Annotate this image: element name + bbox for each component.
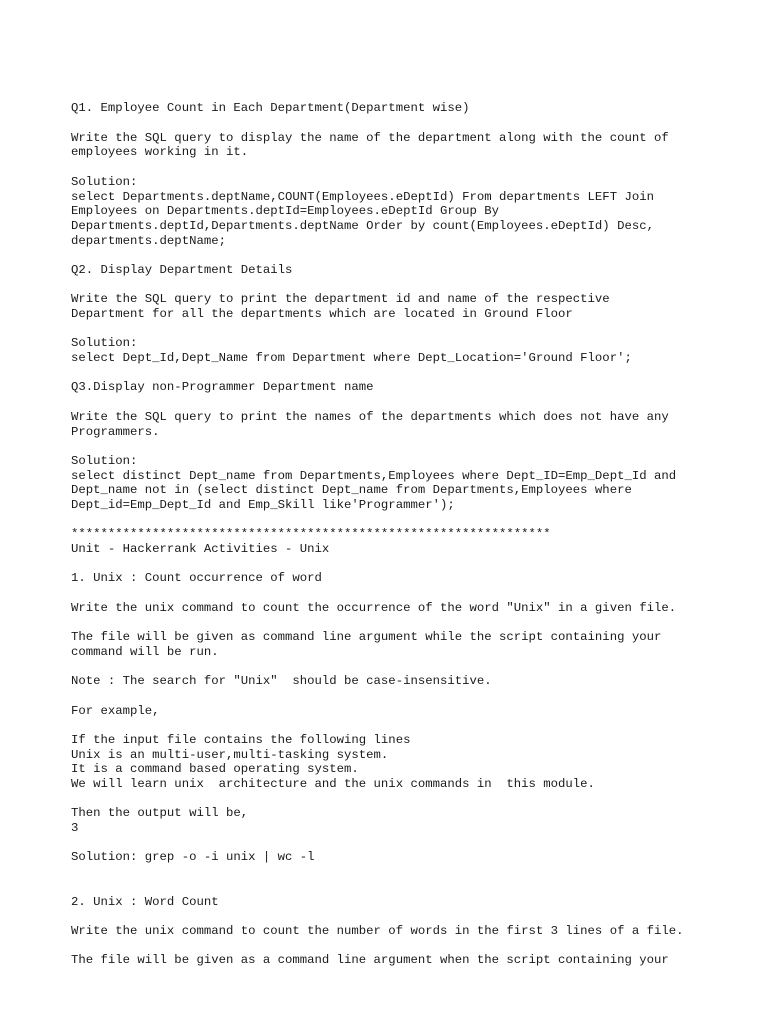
blank-line [71, 160, 751, 175]
text-line: Q1. Employee Count in Each Department(Department wise) [71, 101, 470, 116]
blank-line [71, 366, 751, 381]
text-line: The file will be given as command line argument while the script containing your [71, 630, 662, 645]
blank-line [71, 865, 751, 880]
blank-line [71, 718, 751, 733]
blank-line [71, 395, 751, 410]
text-line: Q2. Display Department Details [71, 262, 293, 277]
blank-line [71, 939, 751, 954]
text-line: Then the output will be, [71, 806, 249, 821]
blank-line [71, 278, 751, 293]
text-line: For example, [71, 703, 160, 718]
blank-line [71, 439, 751, 454]
text-line: We will learn unix architecture and the unix commands in this module. [71, 777, 595, 792]
text-line: Note : The search for "Unix" should be case-insensitive. [71, 674, 492, 689]
blank-line [71, 615, 751, 630]
text-line: Write the SQL query to display the name of the department along with the count of [71, 130, 669, 145]
document-text [71, 101, 751, 968]
text-line: Employees on Departments.deptId=Employees.eDeptId Group By [71, 204, 500, 219]
text-line: It is a command based operating system. [71, 762, 359, 777]
text-line: Dept_name not in (select distinct Dept_name from Departments,Employees where [71, 483, 632, 498]
text-line: select Departments.deptName,COUNT(Employees.eDeptId) From departments LEFT Join [71, 189, 654, 204]
text-line: Write the unix command to count the occurrence of the word "Unix" in a given file. [71, 600, 677, 615]
blank-line [71, 836, 751, 851]
text-line: Solution: grep -o -i unix | wc -l [71, 850, 315, 865]
text-line: Department for all the departments which are located in Ground Floor [71, 307, 573, 322]
text-line: 2. Unix : Word Count [71, 894, 219, 909]
text-line: command will be run. [71, 644, 219, 659]
text-line: employees working in it. [71, 145, 249, 160]
blank-line [71, 586, 751, 601]
text-line: Write the SQL query to print the names of the departments which does not have any [71, 409, 669, 424]
text-line: Solution: [71, 174, 138, 189]
text-line: select Dept_Id,Dept_Name from Department where Dept_Location='Ground Floor'; [71, 351, 632, 366]
blank-line [71, 557, 751, 572]
blank-line [71, 513, 751, 528]
text-line: Departments.deptId,Departments.deptName Order by count(Employees.eDeptId) Desc, [71, 218, 654, 233]
blank-line [71, 322, 751, 337]
text-line: 1. Unix : Count occurrence of word [71, 571, 322, 586]
text-line: Dept_id=Emp_Dept_Id and Emp_Skill like'Programmer'); [71, 497, 455, 512]
text-line: ***************************************************************** [71, 527, 551, 542]
blank-line [71, 689, 751, 704]
text-line: The file will be given as a command line argument when the script containing your [71, 953, 669, 968]
blank-line [71, 880, 751, 895]
blank-line [71, 909, 751, 924]
text-line: Solution: [71, 453, 138, 468]
text-line: 3 [71, 821, 79, 836]
text-line: Unix is an multi-user,multi-tasking system. [71, 747, 389, 762]
text-line: Unit - Hackerrank Activities - Unix [71, 542, 330, 557]
blank-line [71, 792, 751, 807]
text-line: Solution: [71, 336, 138, 351]
text-line: select distinct Dept_name from Departments,Employees where Dept_ID=Emp_Dept_Id and [71, 468, 677, 483]
text-line: Programmers. [71, 424, 160, 439]
blank-line [71, 248, 751, 263]
text-line: departments.deptName; [71, 233, 226, 248]
text-line: Write the SQL query to print the department id and name of the respective [71, 292, 610, 307]
text-line: Q3.Display non-Programmer Department name [71, 380, 374, 395]
blank-line [71, 660, 751, 675]
document-page [71, 72, 751, 983]
text-line: If the input file contains the following lines [71, 732, 411, 747]
text-line: Write the unix command to count the number of words in the first 3 lines of a file. [71, 923, 684, 938]
blank-line [71, 116, 751, 131]
